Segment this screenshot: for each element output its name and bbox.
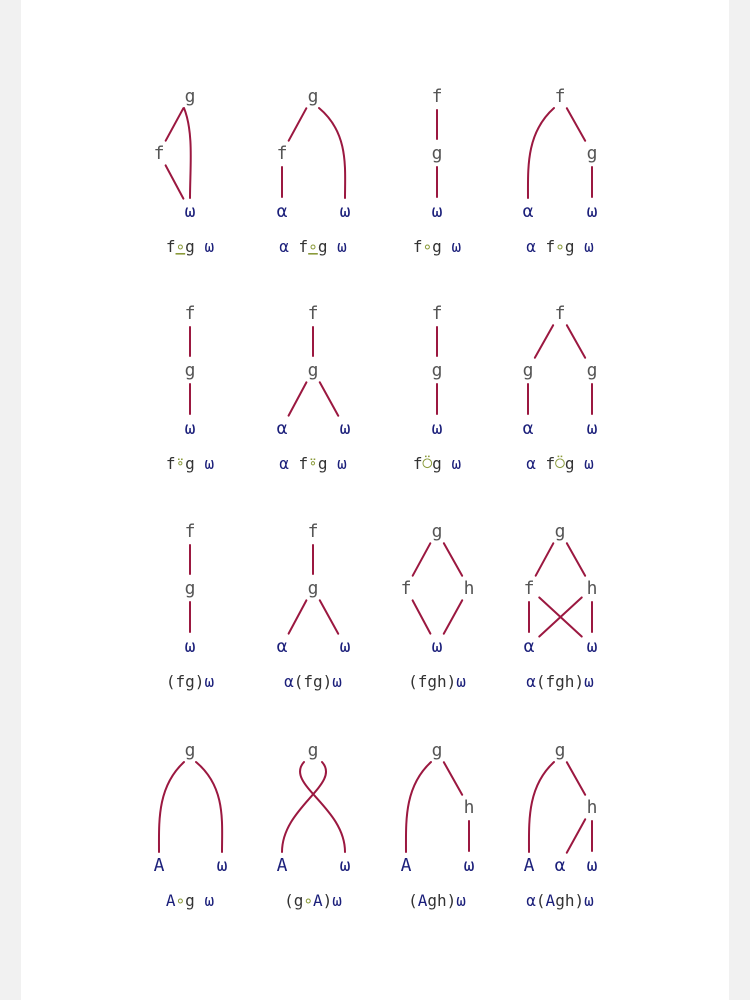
caption-token: A [312,891,323,910]
expression-caption [166,672,215,691]
expression-caption [166,237,215,256]
function-node: g [184,740,196,761]
argument-node: α [522,201,534,222]
argument-node: ω [339,201,351,222]
expression-caption [526,237,594,256]
function-node: f [276,143,288,164]
argument-node: ω [431,418,443,439]
caption-token [536,454,546,473]
caption-token: ω [584,891,594,910]
caption-token: f [545,454,556,473]
caption-token: f [165,454,176,473]
caption-token: g [185,454,195,473]
caption-token: g [564,454,575,473]
argument-node: A [523,855,535,876]
combinator-glyph: ∘ [555,237,565,256]
caption-token: (fg) [165,672,205,691]
caption-token [195,454,205,473]
diagram-edge [289,600,307,633]
function-node: g [307,578,319,599]
combinator-glyph: ⍥ [555,454,565,473]
combinator-glyph: ∘ [303,891,313,910]
diagram-edge [536,543,554,575]
diagram-edge [184,108,191,198]
caption-token: g [317,454,328,473]
expression-caption [166,891,215,910]
diagram-edge [444,762,462,795]
function-node: g [554,740,566,761]
function-node: f [307,521,319,542]
caption-token: f [412,237,423,256]
caption-token [327,454,337,473]
caption-token: ω [204,891,215,910]
combinator-glyph: ∘ [308,237,318,256]
combinator-glyph: ∘ [175,891,186,910]
function-node: g [586,143,598,164]
function-node: g [431,740,443,761]
diagram-edge [567,108,585,141]
caption-token: A [417,891,428,910]
argument-node: ω [339,636,351,657]
expression-caption [279,454,347,473]
function-node: f [554,86,566,107]
diagram-edge [444,543,462,576]
diagram-edge [444,600,462,633]
caption-token: ω [584,454,594,473]
caption-token [536,237,546,256]
caption-token: f [298,454,309,473]
argument-node: α [276,418,288,439]
caption-token [327,237,337,256]
function-node: f [554,303,566,324]
combinator-glyph: ∘ [175,237,186,256]
function-node: h [463,797,475,818]
caption-token: ω [451,237,462,256]
expression-caption [408,891,466,910]
caption-token: α [526,237,536,256]
function-node: f [431,303,443,324]
function-node: f [431,86,443,107]
argument-node: ω [184,201,196,222]
caption-token: ω [456,672,466,691]
caption-token: ω [584,672,594,691]
diagram-edge [319,108,345,198]
argument-node: ω [339,418,351,439]
diagram-edge [320,600,338,633]
expression-caption [526,672,594,691]
function-node: g [522,360,534,381]
caption-token: ω [584,237,594,256]
caption-token: (fg) [293,672,333,691]
function-node: g [307,360,319,381]
caption-token [574,454,584,473]
function-node: g [184,360,196,381]
combinator-glyph: ⍤ [175,454,186,473]
caption-token: A [545,891,556,910]
diagram-edge [413,543,431,575]
caption-token: f [165,237,176,256]
function-node: f [153,143,165,164]
caption-token: ) [322,891,333,910]
diagram-edge [413,600,431,633]
caption-token: ω [204,454,215,473]
caption-token [442,237,452,256]
caption-token: ω [332,891,342,910]
caption-token: g [317,237,328,256]
combinator-glyph: ⍤ [308,454,318,473]
diagram-edge [567,819,585,852]
diagram-edge [196,762,222,852]
caption-token: ω [451,454,462,473]
caption-token: f [298,237,309,256]
argument-node: ω [586,855,598,876]
function-node: h [586,578,598,599]
caption-token: α [526,454,536,473]
function-node: g [554,521,566,542]
caption-token: gh) [555,891,585,910]
function-node: g [586,360,598,381]
function-node: f [523,578,535,599]
caption-token: α [526,672,536,691]
caption-token: α [526,891,536,910]
argument-node: α [276,636,288,657]
argument-node: ω [184,636,196,657]
caption-token: g [432,454,442,473]
diagram-edge [528,108,554,198]
caption-token: gh) [427,891,457,910]
argument-node: α [276,201,288,222]
diagram-edge [320,382,338,415]
function-node: g [307,86,319,107]
caption-token [195,237,205,256]
expression-caption [166,454,215,473]
diagram-edge [529,762,554,852]
argument-node: α [523,636,535,657]
caption-token: (fgh) [408,672,457,691]
diagram-edge [289,108,307,140]
caption-token: ( [535,891,546,910]
caption-token: ( [408,891,418,910]
diagram-edge [567,543,585,576]
expression-caption [413,237,462,256]
function-node: f [400,578,412,599]
argument-node: A [153,855,165,876]
caption-token [442,454,452,473]
diagram-edge [282,762,326,852]
argument-node: ω [463,855,475,876]
caption-token: g [185,891,195,910]
caption-token: α [279,454,289,473]
argument-node: ω [586,418,598,439]
caption-token: (fgh) [535,672,585,691]
function-node: g [431,360,443,381]
caption-token: g [564,237,575,256]
caption-token: ω [204,672,215,691]
argument-node: ω [339,855,351,876]
argument-node: α [522,418,534,439]
expression-caption [413,454,462,473]
expression-caption [408,672,466,691]
caption-token: (g [284,891,304,910]
function-node: g [307,740,319,761]
caption-token: ω [332,672,342,691]
caption-token: g [432,237,442,256]
diagram-edge [166,165,184,198]
caption-token: ω [456,891,466,910]
function-node: g [431,143,443,164]
caption-token: ω [204,237,215,256]
function-node: f [307,303,319,324]
caption-token [289,237,299,256]
argument-node: ω [586,201,598,222]
diagram-edge [567,762,585,795]
expression-caption [526,891,594,910]
argument-node: α [554,855,566,876]
caption-token: g [185,237,195,256]
argument-node: A [400,855,412,876]
diagram-edge [289,382,307,415]
function-node: g [184,578,196,599]
caption-token: ω [337,454,347,473]
function-node: f [184,303,196,324]
diagram-edge [166,108,184,140]
function-node: g [184,86,196,107]
diagram-edge [159,762,184,852]
argument-node: ω [184,418,196,439]
diagram-edge [535,325,553,358]
expression-caption [284,672,342,691]
expression-caption [279,237,347,256]
function-node: f [184,521,196,542]
caption-token [289,454,299,473]
function-node: g [431,521,443,542]
caption-token [574,237,584,256]
combinator-glyph: ∘ [422,237,433,256]
expression-caption [526,454,594,473]
caption-token: f [412,454,423,473]
diagram-edge [567,325,585,358]
caption-token: α [284,672,294,691]
combinator-glyph: ⍥ [422,454,433,473]
argument-node: ω [216,855,228,876]
caption-token [195,891,205,910]
argument-node: A [276,855,288,876]
function-node: h [463,578,475,599]
argument-node: ω [586,636,598,657]
caption-token: α [279,237,289,256]
argument-node: ω [431,636,443,657]
caption-token: f [545,237,556,256]
diagram-edge [300,762,345,852]
function-node: h [586,797,598,818]
expression-caption [284,891,342,910]
diagram-edge [406,762,431,852]
caption-token: ω [337,237,347,256]
caption-token: A [165,891,176,910]
argument-node: ω [431,201,443,222]
